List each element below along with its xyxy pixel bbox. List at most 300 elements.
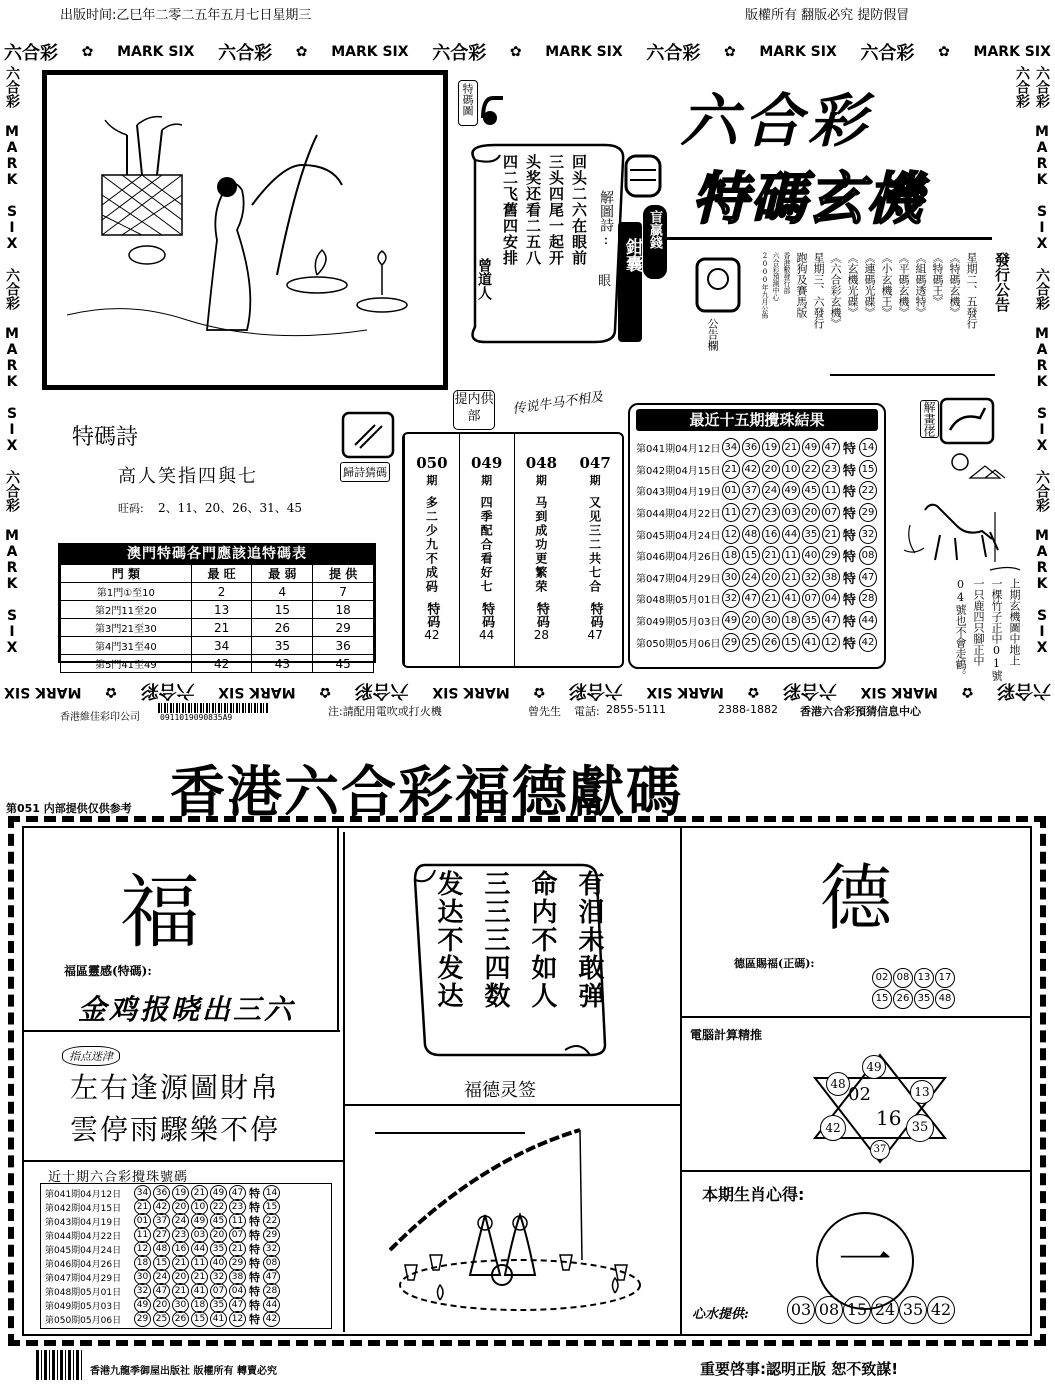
riddle-tag: 解畫佬 — [920, 400, 939, 438]
ball-number: 47 — [822, 611, 840, 630]
banner-cn: 六合彩 — [782, 680, 837, 701]
ball-number: 48 — [153, 1241, 170, 1257]
notice-title: 發行公告 — [993, 252, 1011, 312]
hot-label: 旺码: — [118, 502, 144, 515]
flower-icon: ✿ — [961, 684, 974, 700]
ball-number: 21 — [762, 589, 780, 608]
special-label: 特 — [249, 1201, 260, 1214]
ball-number: 24 — [153, 1269, 170, 1285]
ball-number: 11 — [191, 1255, 208, 1271]
ball-number: 24 — [762, 481, 780, 500]
special-label: 特 — [842, 485, 856, 501]
draw-row — [45, 1270, 327, 1284]
ball-number: 16 — [762, 525, 780, 544]
ball-number: 30 — [172, 1297, 189, 1313]
special-label: 特 — [842, 550, 856, 566]
flower-icon: ✿ — [747, 684, 760, 700]
special-label: 特 — [842, 636, 856, 652]
gate-row: 第5門41至49 42 43 45 — [61, 655, 374, 673]
flower-icon: ✿ — [105, 684, 117, 700]
de-label: 德區賜福(正碼): — [734, 957, 815, 970]
gate-header: 最 弱 — [252, 565, 313, 583]
sign-label: 福德灵签 — [464, 1080, 536, 1101]
ball-number: 37 — [742, 481, 760, 500]
ball-number: 12 — [229, 1311, 246, 1327]
issue-number: 049 — [470, 454, 503, 472]
banner-cn: 六合彩 — [140, 680, 195, 701]
flower-icon: ✿ — [533, 684, 546, 700]
table10-title: 近十期六合彩攪珠號碼 — [48, 1170, 189, 1185]
ball-number: 21 — [172, 1255, 189, 1271]
ball-number: 49 — [722, 611, 740, 630]
ball-number: 49 — [802, 438, 820, 457]
ball-number: 26 — [762, 633, 780, 652]
issue-text: 四季配合看好七 — [479, 496, 494, 594]
scroll-eye: 眼 — [598, 274, 612, 289]
ball-number: 24 — [742, 568, 760, 587]
ball-number: 42 — [153, 1199, 170, 1215]
special-ball: 14 — [263, 1185, 280, 1201]
scroll-poem-line: 头奖还看二五八 — [524, 154, 542, 266]
draw-row — [636, 502, 878, 524]
draw-label: 第041期04月12日 — [636, 444, 721, 456]
gate-row: 第3門21至30 21 26 29 — [61, 619, 374, 637]
ball-number: 12 — [134, 1241, 151, 1257]
ball-number: 35 — [210, 1241, 227, 1257]
ball-number: 23 — [822, 460, 840, 479]
special-label: 特 — [249, 1271, 260, 1284]
banner-cn: 六合彩 — [218, 43, 273, 64]
copyright: 版權所有 翻版必究 提防假冒 — [745, 8, 910, 23]
footer-note: 注:請配用電吹或打火機 — [328, 705, 442, 718]
special-label: 特 — [249, 1243, 260, 1256]
provider-tag: 提内供部 — [453, 390, 495, 430]
ball-number: 21 — [782, 438, 800, 457]
draw-label: 第043期04月19日 — [636, 487, 721, 499]
ball-number: 07 — [229, 1227, 246, 1243]
fu-label: 福區靈感(特碼): — [64, 964, 152, 978]
ball-number: 15 — [782, 633, 800, 652]
star-ball-bottom: 37 — [870, 1140, 890, 1160]
draw-label: 第049期05月03日 — [45, 1301, 122, 1312]
ball-number: 44 — [191, 1241, 208, 1257]
ball-number: 18 — [782, 611, 800, 630]
star-ball-right-bottom: 35 — [906, 1114, 934, 1142]
ball-number: 37 — [153, 1213, 170, 1229]
banner-en: MARK SIX — [545, 44, 623, 60]
draw-label: 第041期04月12日 — [45, 1189, 122, 1200]
provider-issue-col: 049 期 四季配合看好七 特码 44 — [459, 434, 514, 666]
ball-number: 07 — [802, 589, 820, 608]
ball-number: 11 — [722, 503, 740, 522]
right-side-banner: 六合彩 MARK SIX 六合彩 MARK SIX 六合彩 MARK SIX 六合彩 — [1014, 66, 1050, 656]
draw-row — [45, 1200, 327, 1214]
ball-number: 25 — [153, 1311, 170, 1327]
draw-row — [45, 1284, 327, 1298]
ball-number: 22 — [802, 460, 820, 479]
gate-table-title: 澳門特碼各門應該追特碼表 — [60, 545, 374, 564]
fu-poem: 金鸡报晓出三六 — [78, 993, 296, 1026]
special-ball: 28 — [263, 1283, 280, 1299]
draw-label: 第046期04月26日 — [636, 552, 721, 564]
ball-number: 21 — [722, 460, 740, 479]
sign-line: 发达不发达 — [433, 870, 463, 1010]
lady-bamboo-illustration — [47, 75, 443, 385]
hint-line-1: 左右逢源圖財帛 — [70, 1071, 281, 1104]
draw-row — [636, 437, 878, 459]
banner-en: MARK SIX — [860, 684, 938, 700]
special-label: 特 — [842, 463, 856, 479]
draw-label: 第042期04月15日 — [636, 465, 721, 477]
banner-en: MARK SIX — [646, 684, 724, 700]
special-label: 特 — [249, 1257, 260, 1270]
ball-number: 03 — [191, 1227, 208, 1243]
deer-scene-illustration — [890, 450, 1025, 580]
top-banner — [0, 38, 1055, 66]
banner-en: MARK SIX — [973, 44, 1051, 60]
star-ball-left-top: 48 — [826, 1072, 850, 1096]
divider — [343, 1104, 681, 1106]
divider — [343, 832, 345, 1332]
banner-cn: 六合彩 — [997, 680, 1051, 701]
gate-row: 第1門①至10 2 4 7 — [61, 583, 374, 601]
draw-label: 第049期05月03日 — [636, 617, 721, 629]
banner-en: MARK SIX — [4, 684, 82, 700]
ball-number: 38 — [822, 568, 840, 587]
zodiac-label: 本期生肖心得: — [702, 1185, 805, 1204]
issue-value: 42 — [424, 628, 440, 642]
heart-numbers: 03 08 15 24 35 42 — [787, 1296, 955, 1324]
divider — [22, 826, 24, 1336]
flower-pot-icon — [693, 255, 743, 315]
divider — [680, 1170, 1030, 1172]
footer-company: 香港維佳彩印公司 — [60, 712, 140, 723]
ball-number: 42 — [742, 460, 760, 479]
contact-name: 曾先生 — [528, 705, 561, 718]
draw-row — [636, 480, 878, 502]
sign-line: 三三三四数 — [480, 870, 510, 1010]
provider-caption: 传说牛马不相及 — [511, 389, 604, 418]
ball-number: 07 — [210, 1283, 227, 1299]
phone-1: 2855-5111 — [606, 703, 666, 716]
ball-number: 18 — [722, 546, 740, 565]
banner-en: MARK SIX — [432, 684, 510, 700]
flower-icon: ✿ — [81, 44, 94, 60]
ball-number: 49 — [210, 1185, 227, 1201]
notice-rule — [830, 374, 995, 376]
poem-line: 高人笑指四與七 — [118, 466, 258, 487]
ball-number: 23 — [172, 1227, 189, 1243]
hand-writing-icon — [340, 410, 396, 460]
ball-number: 03 — [782, 503, 800, 522]
special-label: 特 — [842, 507, 856, 523]
ball-number: 29 — [722, 633, 740, 652]
ball-number: 21 — [229, 1241, 246, 1257]
ball-number: 20 — [742, 611, 760, 630]
riddle-text: 上期玄機圖中地上 一棵竹子正中01號 一只鹿四只腳正中 04號也不會走鶴。 — [954, 578, 1021, 681]
zodiac-circle: 一 — [816, 1212, 914, 1310]
issue-text: 马到成功更繁荣 — [533, 496, 548, 594]
flower-icon: ✿ — [319, 684, 331, 700]
divider — [680, 1016, 1030, 1018]
ball-number: 32 — [210, 1269, 227, 1285]
ball-number: 11 — [822, 481, 840, 500]
banner-cn: 六合彩 — [354, 680, 409, 701]
draw-label: 第047期04月29日 — [45, 1273, 122, 1284]
special-ball: 29 — [263, 1227, 280, 1243]
ball-number: 40 — [802, 546, 820, 565]
special-ball: 08 — [263, 1255, 280, 1271]
footer-publisher: 香港九龍季御屋出版社 版權所有 轉賣必究 — [90, 1366, 277, 1377]
divider — [337, 826, 339, 1032]
special-ball: 47 — [859, 568, 877, 587]
ball-number: 38 — [229, 1269, 246, 1285]
gate-row: 第2門11至20 13 15 18 — [61, 601, 374, 619]
offering-illustration — [370, 1115, 670, 1325]
draw-row — [636, 610, 878, 632]
ball-number: 29 — [134, 1311, 151, 1327]
ball-number: 11 — [229, 1213, 246, 1229]
banner-en: MARK SIX — [759, 44, 837, 60]
ball-number: 10 — [191, 1199, 208, 1215]
provider-sheet — [402, 432, 624, 668]
banner-cn: 六合彩 — [860, 43, 915, 64]
draw-label: 第050期05月06日 — [45, 1315, 122, 1326]
ball-number: 32 — [722, 589, 740, 608]
ball-number: 18 — [134, 1255, 151, 1271]
gate-header: 最 旺 — [191, 565, 252, 583]
divider — [1030, 826, 1032, 1336]
ball-number: 15 — [191, 1311, 208, 1327]
computer-label: 電腦計算精推 — [690, 1028, 763, 1042]
draw-label: 第046期04月26日 — [45, 1259, 122, 1270]
title-rule — [662, 237, 992, 240]
poem-scroll — [460, 140, 630, 345]
draw-label: 第050期05月06日 — [636, 638, 721, 650]
phone-2: 2388-1882 — [718, 703, 778, 716]
divider — [22, 826, 1032, 828]
pipe-icon — [478, 88, 508, 128]
divider — [22, 1030, 340, 1032]
special-ball: 08 — [859, 546, 877, 565]
issue-value: 47 — [587, 628, 603, 642]
poem-title: 特碼詩 — [72, 425, 139, 450]
results15-box — [628, 403, 886, 669]
gate-row: 第4門31至40 34 35 36 — [61, 637, 374, 655]
star-ball-top: 49 — [862, 1055, 886, 1079]
ball-number: 20 — [153, 1297, 170, 1313]
ball-number: 21 — [172, 1283, 189, 1299]
special-ball: 29 — [859, 503, 877, 522]
ball-number: 20 — [172, 1269, 189, 1285]
draw-label: 第045期04月24日 — [45, 1245, 122, 1256]
draw-label: 第048期05月01日 — [636, 595, 721, 607]
draw-row — [45, 1214, 327, 1228]
hint-tag: 指点迷津 — [62, 1046, 120, 1066]
draw-row — [636, 523, 878, 545]
divider — [680, 826, 682, 1336]
blind-money-label: 鉗囊 — [618, 222, 642, 342]
scroll-side-label: 解圖詩: — [598, 190, 614, 248]
hint-line-2: 雲停雨驟樂不停 — [70, 1113, 281, 1146]
ball-number: 48 — [742, 525, 760, 544]
ball-number: 41 — [210, 1311, 227, 1327]
star-ball-left-bottom: 42 — [820, 1115, 846, 1141]
special-ball: 15 — [859, 460, 877, 479]
table10-list — [45, 1186, 327, 1326]
draw-row — [45, 1186, 327, 1200]
fude-title: 香港六合彩福德獻碼 — [170, 759, 684, 824]
title-main: 六合彩 — [680, 87, 873, 155]
ball-number: 22 — [210, 1199, 227, 1215]
ball-number: 10 — [782, 460, 800, 479]
gate-table — [60, 564, 374, 673]
special-label: 特 — [842, 442, 856, 458]
notice-tag: 公告欄 — [706, 318, 719, 351]
ball-number: 47 — [229, 1185, 246, 1201]
publish-date: 出版时间:乙巳年二零二五年五月七日星期三 — [60, 8, 312, 23]
results15-list — [636, 437, 878, 653]
ball-number: 15 — [153, 1255, 170, 1271]
ball-number: 44 — [782, 525, 800, 544]
barcode — [158, 703, 268, 713]
banner-cn: 六合彩 — [646, 43, 701, 64]
results15-title: 最近十五期攪珠結果 — [636, 409, 878, 431]
ball-number: 20 — [762, 568, 780, 587]
ball-number: 32 — [802, 568, 820, 587]
provider-issue-col: 048 期 马到成功更繁荣 特码 28 — [514, 434, 569, 666]
ball-number: 07 — [822, 503, 840, 522]
draw-row — [636, 588, 878, 610]
banner-cn: 六合彩 — [568, 680, 623, 701]
special-ball: 47 — [263, 1269, 280, 1285]
flower-icon: ✿ — [724, 44, 736, 60]
star-center-1: 02 — [848, 1084, 871, 1105]
phone-label: 電話: — [574, 705, 600, 718]
ball-number: 27 — [742, 503, 760, 522]
issue-text: 又见三二共七合 — [587, 496, 602, 594]
draw-row — [45, 1256, 327, 1270]
divider — [22, 1160, 344, 1162]
draw-row — [45, 1312, 327, 1326]
draw-row — [45, 1228, 327, 1242]
sign-line: 有泪未敢弹 — [574, 870, 604, 1010]
special-label: 特 — [842, 528, 856, 544]
ball-number: 21 — [762, 546, 780, 565]
ball-number: 27 — [153, 1227, 170, 1243]
draw-label: 第044期04月22日 — [45, 1231, 122, 1242]
banner-en: MARK SIX — [117, 44, 195, 60]
ball-number: 41 — [802, 633, 820, 652]
heart-label: 心水提供: — [692, 1307, 749, 1322]
ball-number: 21 — [822, 525, 840, 544]
ball-number: 21 — [191, 1269, 208, 1285]
ball-number: 47 — [153, 1283, 170, 1299]
ball-number: 04 — [822, 589, 840, 608]
fu-character: 福 — [120, 866, 200, 959]
footer-barcode — [36, 1350, 84, 1380]
draw-row — [636, 459, 878, 481]
ball-number: 01 — [722, 481, 740, 500]
special-ball: 14 — [859, 438, 877, 457]
ball-number: 20 — [210, 1227, 227, 1243]
scroll-author: 曾道人 — [476, 258, 492, 300]
ball-number: 41 — [191, 1283, 208, 1299]
draw-label: 第044期04月22日 — [636, 509, 721, 521]
poem-tag: 歸詩猜碼 — [340, 462, 390, 482]
notice-board: 發行公告 星期二、五發行 《特碼玄機》 《特碼王》 《組碼透特》 《平碼玄機》 《小玄機王》 《連碼光碟》 《玄機光碟》 《六合彩玄機》 星期三、六發行 跑狗及賽馬版 香港數發行部 六合彩預測中心 2000年九月公佈 — [760, 252, 1013, 367]
ball-number: 30 — [762, 611, 780, 630]
ball-number: 19 — [762, 438, 780, 457]
info-center: 香港六合彩預猜信息中心 — [800, 705, 921, 718]
de-numbers: 02 08 13 17 15 26 35 48 — [872, 968, 964, 1009]
ball-number: 36 — [742, 438, 760, 457]
ball-number: 25 — [742, 633, 760, 652]
ball-number: 20 — [172, 1199, 189, 1215]
issue-value: 44 — [478, 628, 495, 642]
special-label: 特 — [842, 615, 856, 631]
banner-cn: 六合彩 — [432, 43, 487, 64]
special-ball: 22 — [263, 1213, 280, 1229]
ball-number: 24 — [172, 1213, 189, 1229]
special-ball: 22 — [859, 481, 877, 500]
ball-number: 21 — [134, 1199, 151, 1215]
draw-row — [636, 631, 878, 653]
special-label: 特 — [842, 593, 856, 609]
draw-label: 第042期04月15日 — [45, 1203, 122, 1214]
ball-number: 20 — [762, 460, 780, 479]
title-sub: 特碼玄機 — [692, 167, 924, 232]
special-label: 特 — [249, 1285, 260, 1298]
special-ball: 42 — [859, 633, 877, 652]
flower-icon: ✿ — [295, 44, 308, 60]
ball-number: 23 — [762, 503, 780, 522]
gate-table-box — [58, 543, 376, 671]
issue-text: 多二少九不成码 — [424, 496, 439, 594]
draw-row — [45, 1242, 327, 1256]
de-character: 德 — [820, 856, 893, 940]
ball-number: 16 — [172, 1241, 189, 1257]
provider-issue-col: 050 期 多二少九不成码 特码 42 — [404, 434, 459, 666]
ball-number: 11 — [782, 546, 800, 565]
issue-number: 050 — [416, 454, 448, 472]
bottom-banner — [0, 680, 1055, 704]
ball-number: 47 — [229, 1297, 246, 1313]
divider — [22, 1334, 1032, 1336]
ball-number: 26 — [172, 1311, 189, 1327]
ball-number: 15 — [742, 546, 760, 565]
ball-number: 12 — [822, 633, 840, 652]
draw-label: 第048期05月01日 — [45, 1287, 122, 1298]
banner-cn: 六合彩 — [4, 43, 58, 64]
ball-number: 35 — [802, 525, 820, 544]
ball-number: 19 — [172, 1185, 189, 1201]
ball-number: 20 — [802, 503, 820, 522]
flower-icon: ✿ — [938, 44, 950, 60]
ball-number: 04 — [229, 1283, 246, 1299]
draw-label: 第043期04月19日 — [45, 1217, 122, 1228]
special-label: 特 — [249, 1187, 260, 1200]
issue-number: 048 — [525, 454, 558, 472]
draw-label: 第047期04月29日 — [636, 573, 721, 585]
special-label: 特 — [249, 1313, 260, 1326]
ball-number: 47 — [822, 438, 840, 457]
ball-number: 35 — [802, 611, 820, 630]
scroll-poem-line: 四二飞舊四安排 — [501, 154, 519, 266]
ball-number: 45 — [802, 481, 820, 500]
ball-number: 49 — [134, 1297, 151, 1313]
draw-row — [636, 567, 878, 589]
